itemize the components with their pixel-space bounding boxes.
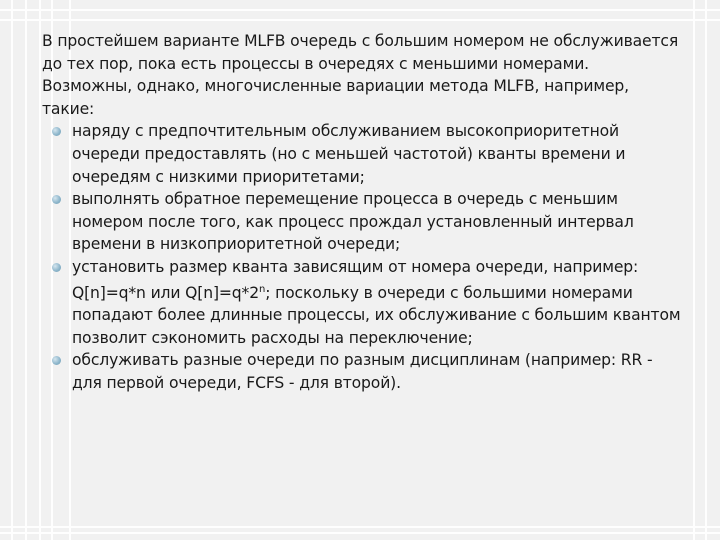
bullet-text: обслуживать разные очереди по разным дисциплинам (например: RR - для первой очереди, FCFS - для второй).	[72, 351, 653, 392]
bullet-item	[42, 188, 682, 256]
intro-paragraph: В простейшем варианте MLFB очередь с большим номером не обслуживается до тех пор, пока есть процессы в очередях с меньшими номерами. Возможны, однако, многочисленные вариации метода MLFB, например, такие:	[42, 32, 679, 118]
bullet-icon	[52, 356, 61, 365]
bullet-icon	[52, 263, 61, 272]
bullet-item	[42, 349, 682, 394]
bullet-text-start: установить размер кванта зависящим от номера очереди, например: Q[n]=q*n или Q[n]=q*2	[72, 257, 639, 302]
superscript-n: n	[258, 283, 266, 295]
bullet-text: наряду с предпочтительным обслуживанием высокоприоритетной очереди предоставлять (но с меньшей частотой) кванты времени и очередям с низкими приоритетами;	[72, 122, 626, 186]
bullet-list	[42, 120, 682, 394]
slide-content	[42, 30, 682, 395]
bullet-text: выполнять обратное перемещение процесса в очередь с меньшим номером после того, как процесс прождал установленный интервал времени в низкоприоритетной очереди;	[72, 190, 634, 254]
bullet-icon	[52, 127, 61, 136]
bullet-icon	[52, 195, 61, 204]
bullet-item	[42, 120, 682, 188]
bullet-text-end: ; поскольку в очереди с большими номерами попадают более длинные процессы, их обслуживание с большим квантом позволит сэкономить расходы на переключение;	[72, 283, 681, 347]
bullet-item	[42, 256, 682, 349]
